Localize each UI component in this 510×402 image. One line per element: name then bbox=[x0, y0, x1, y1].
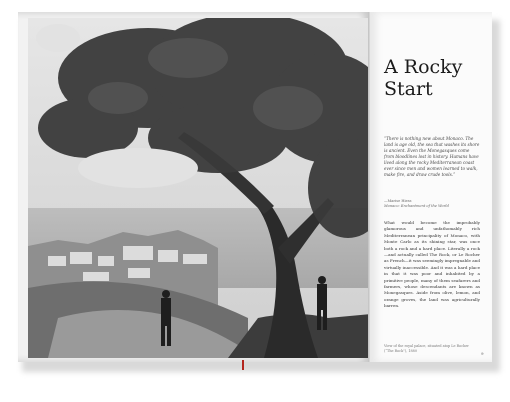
quote-author: —Marise Hiess bbox=[384, 199, 412, 203]
open-book bbox=[16, 8, 498, 370]
quote-source: Monaco: Enchantment of the World bbox=[384, 204, 449, 208]
right-page bbox=[370, 12, 492, 362]
photo-caption: View of the royal palace, situated atop Le Rocher (“The Rock”), 1880 bbox=[384, 344, 469, 353]
historical-photo-monaco bbox=[28, 18, 370, 358]
bookmark-ribbon bbox=[242, 360, 244, 370]
left-page bbox=[18, 12, 370, 362]
epigraph-quote: “There is nothing new about Monaco. The land is age old, the sea that washes its shore is ancient. Even the Monegasques come from bloodlines lost in history. Humans have lived along the rocky Mediterranean coast ever since men and women learned to walk, make fire, and draw crude tools.” bbox=[384, 136, 480, 177]
page-number: 9 bbox=[481, 351, 484, 356]
title-line-1: A Rocky bbox=[384, 56, 463, 78]
chapter-title bbox=[384, 56, 488, 100]
title-line-2: Start bbox=[384, 78, 433, 100]
body-text: What would become the improbably glamorous and unfathomably rich Mediterranean principality of Monaco, with Monte Carlo as its shining star, was once both a rock and a hard place. Literally a rock—and actually called The Rock, or Le Rocher as French—it was seemingly impregnable and virtually inaccessible. And it was a hard place in that it was poor and inhabited by a primitive people, many of them seafarers and farmers, whose descendants are known as Monegasques. Aside from olive, lemon, and orange groves, the land was agriculturally barren. bbox=[384, 220, 480, 309]
epigraph-attribution bbox=[384, 199, 480, 209]
